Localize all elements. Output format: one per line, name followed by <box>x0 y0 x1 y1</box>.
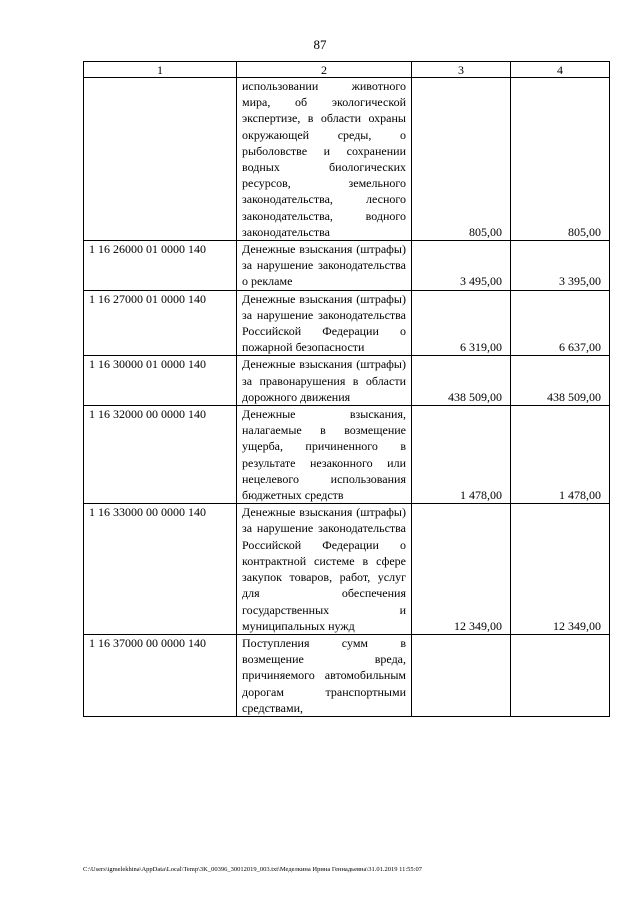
amount-col4 <box>511 634 610 716</box>
amount-col4: 3 395,00 <box>511 241 610 291</box>
table-row <box>84 290 610 356</box>
table-row <box>84 406 610 504</box>
column-header: 1 <box>84 62 237 78</box>
amount-col3: 3 495,00 <box>412 241 511 291</box>
revenue-code: 1 16 32000 00 0000 140 <box>84 406 237 504</box>
revenue-name: Денежные взыскания (штрафы) за правонарушения в области дорожного движения <box>237 356 412 406</box>
revenue-name: использовании животного мира, об экологической экспертизе, в области охраны окружающей среды, о рыболовстве и сохранении водных биологических ресурсов, земельного законодательства, лесного законодательства, водного законодательства <box>237 78 412 241</box>
table-row <box>84 78 610 241</box>
revenue-code: 1 16 26000 01 0000 140 <box>84 241 237 291</box>
table-row <box>84 504 610 635</box>
column-header: 4 <box>511 62 610 78</box>
amount-col4: 1 478,00 <box>511 406 610 504</box>
page-number: 87 <box>313 37 327 52</box>
budget-table <box>83 61 610 717</box>
amount-col4: 805,00 <box>511 78 610 241</box>
file-path-footer: C:\Users\igmelekhina\AppData\Local\Temp\3K_00396_30012019_003.txt\Меделкина Ирина Геннадьевна\31.01.2019 11:55:07 <box>83 866 422 873</box>
amount-col4: 438 509,00 <box>511 356 610 406</box>
column-header: 2 <box>237 62 412 78</box>
amount-col3: 805,00 <box>412 78 511 241</box>
revenue-code <box>84 78 237 241</box>
table-row <box>84 356 610 406</box>
revenue-name: Денежные взыскания, налагаемые в возмещение ущерба, причиненного в результате незаконного или нецелевого использования бюджетных средств <box>237 406 412 504</box>
amount-col3: 12 349,00 <box>412 504 511 635</box>
amount-col3: 438 509,00 <box>412 356 511 406</box>
amount-col4: 6 637,00 <box>511 290 610 356</box>
table-header-row <box>84 62 610 78</box>
amount-col3: 1 478,00 <box>412 406 511 504</box>
amount-col4: 12 349,00 <box>511 504 610 635</box>
amount-col3: 6 319,00 <box>412 290 511 356</box>
revenue-name: Денежные взыскания (штрафы) за нарушение законодательства Российской Федерации о контрактной системе в сфере закупок товаров, работ, услуг для обеспечения государственных и муниципальных нужд <box>237 504 412 635</box>
table-row <box>84 634 610 716</box>
column-header: 3 <box>412 62 511 78</box>
amount-col3 <box>412 634 511 716</box>
revenue-name: Денежные взыскания (штрафы) за нарушение законодательства Российской Федерации о пожарной безопасности <box>237 290 412 356</box>
revenue-name: Поступления сумм в возмещение вреда, причиняемого автомобильным дорогам транспортными средствами, <box>237 634 412 716</box>
revenue-code: 1 16 30000 01 0000 140 <box>84 356 237 406</box>
revenue-code: 1 16 33000 00 0000 140 <box>84 504 237 635</box>
revenue-code: 1 16 37000 00 0000 140 <box>84 634 237 716</box>
revenue-code: 1 16 27000 01 0000 140 <box>84 290 237 356</box>
table-row <box>84 241 610 291</box>
revenue-name: Денежные взыскания (штрафы) за нарушение законодательства о рекламе <box>237 241 412 291</box>
